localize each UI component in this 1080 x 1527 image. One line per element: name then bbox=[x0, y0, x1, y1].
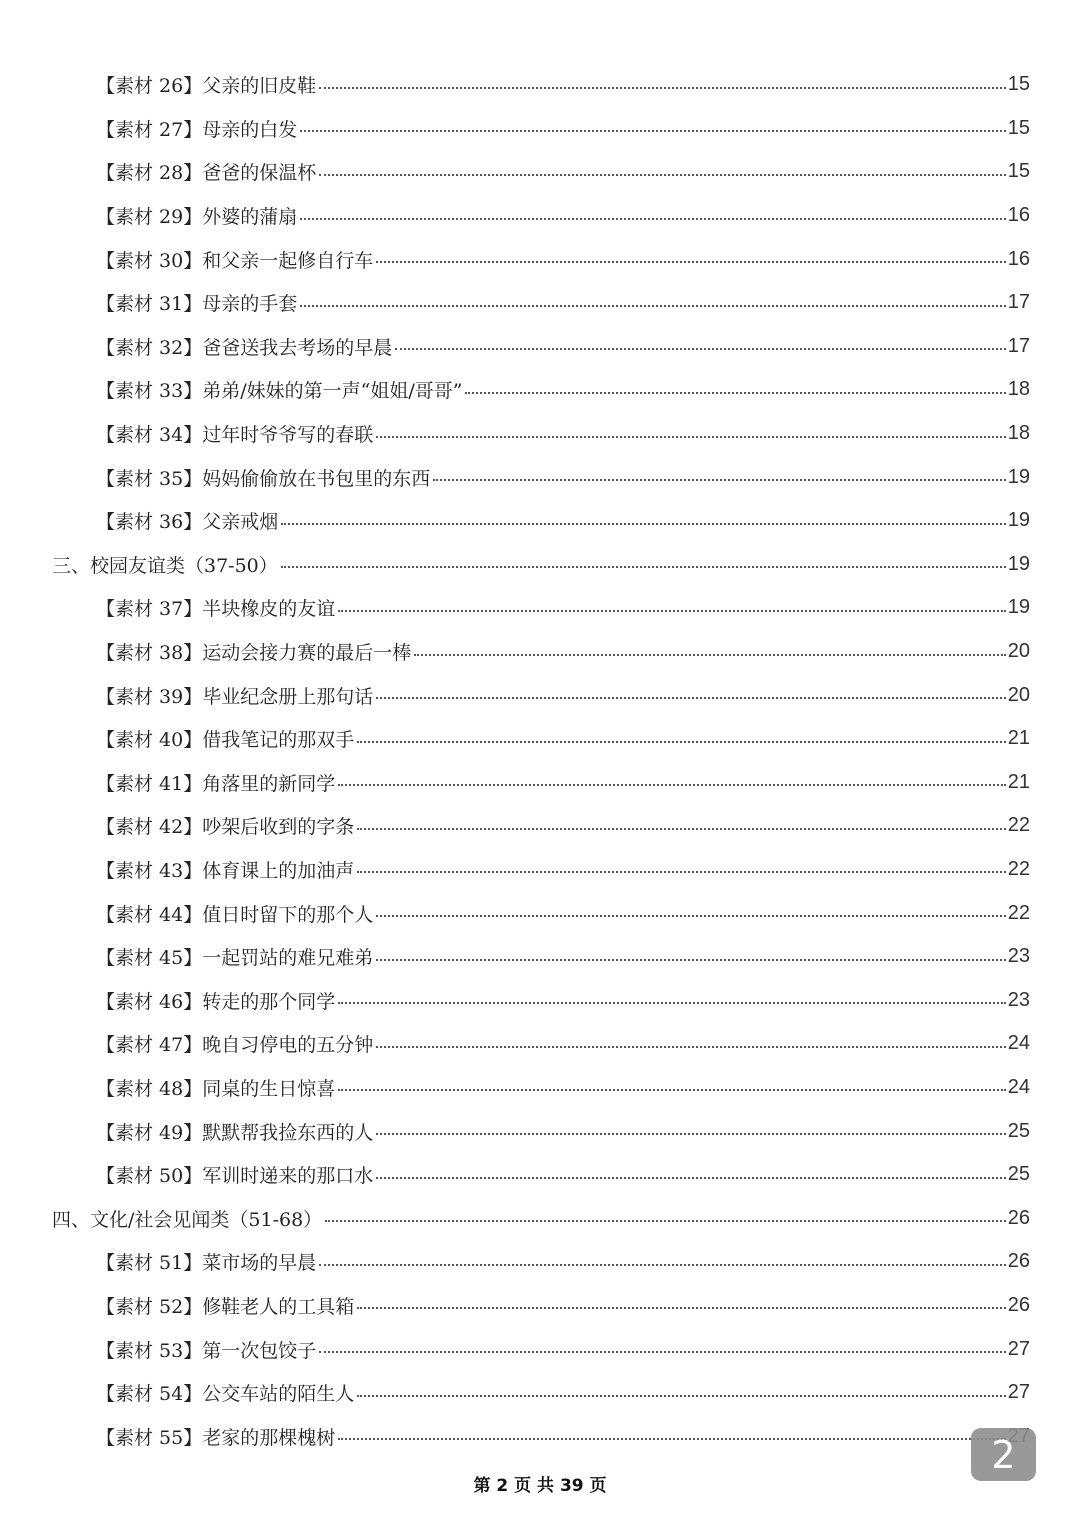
toc-entry[interactable] bbox=[0, 586, 1080, 630]
toc-entry-page-number: 22 bbox=[1007, 814, 1030, 837]
dot-leader bbox=[300, 305, 1006, 307]
dot-leader bbox=[376, 915, 1006, 917]
toc-entry-page-number: 26 bbox=[1007, 1293, 1030, 1316]
toc-entry-page-number: 21 bbox=[1007, 770, 1030, 793]
dot-leader bbox=[300, 218, 1006, 220]
toc-entry-title: 【素材 52】修鞋老人的工具箱 bbox=[96, 1295, 355, 1318]
toc-entry-title: 【素材 31】母亲的手套 bbox=[96, 293, 298, 316]
dot-leader bbox=[319, 1351, 1006, 1353]
toc-entry-page-number: 20 bbox=[1007, 683, 1030, 706]
dot-leader bbox=[414, 654, 1006, 656]
toc-entry[interactable] bbox=[0, 804, 1080, 848]
toc-entry-title: 【素材 41】角落里的新同学 bbox=[96, 772, 336, 795]
toc-entry-page-number: 16 bbox=[1007, 247, 1030, 270]
toc-entry-title: 【素材 35】妈妈偷偷放在书包里的东西 bbox=[96, 467, 431, 490]
dot-leader bbox=[465, 392, 1005, 394]
dot-leader bbox=[357, 828, 1006, 830]
toc-entry-page-number: 15 bbox=[1007, 116, 1030, 139]
toc-entry[interactable] bbox=[0, 673, 1080, 717]
dot-leader bbox=[338, 610, 1006, 612]
toc-entry-page-number: 25 bbox=[1007, 1119, 1030, 1142]
dot-leader bbox=[319, 1264, 1006, 1266]
toc-entry[interactable] bbox=[0, 281, 1080, 325]
toc-entry[interactable] bbox=[0, 848, 1080, 892]
dot-leader bbox=[338, 1002, 1006, 1004]
page-number-badge: 2 bbox=[971, 1428, 1036, 1481]
toc-entry-page-number: 26 bbox=[1007, 1206, 1030, 1229]
toc-entry-title: 【素材 28】爸爸的保温杯 bbox=[96, 162, 317, 185]
toc-entry-title: 【素材 47】晚自习停电的五分钟 bbox=[96, 1034, 374, 1057]
table-of-contents bbox=[0, 63, 1080, 1458]
toc-section-heading[interactable] bbox=[0, 543, 1080, 587]
dot-leader bbox=[357, 1307, 1006, 1309]
toc-entry-title: 【素材 38】运动会接力赛的最后一棒 bbox=[96, 642, 412, 665]
dot-leader bbox=[376, 436, 1006, 438]
dot-leader bbox=[281, 566, 1006, 568]
toc-entry[interactable] bbox=[0, 1371, 1080, 1415]
dot-leader bbox=[325, 1220, 1006, 1222]
toc-entry-title: 【素材 30】和父亲一起修自行车 bbox=[96, 249, 374, 272]
toc-entry[interactable] bbox=[0, 1109, 1080, 1153]
toc-section-heading[interactable] bbox=[0, 1196, 1080, 1240]
toc-entry[interactable] bbox=[0, 630, 1080, 674]
toc-entry-page-number: 20 bbox=[1007, 640, 1030, 663]
toc-entry[interactable] bbox=[0, 107, 1080, 151]
page-footer: 第 2 页 共 39 页 bbox=[473, 1476, 607, 1496]
dot-leader bbox=[376, 261, 1006, 263]
toc-entry[interactable] bbox=[0, 1327, 1080, 1371]
toc-entry-page-number: 19 bbox=[1007, 552, 1030, 575]
dot-leader bbox=[376, 1133, 1006, 1135]
toc-entry[interactable] bbox=[0, 412, 1080, 456]
toc-entry-page-number: 23 bbox=[1007, 988, 1030, 1011]
dot-leader bbox=[281, 523, 1006, 525]
toc-entry-title: 【素材 55】老家的那棵槐树 bbox=[96, 1426, 336, 1449]
toc-entry-page-number: 18 bbox=[1007, 378, 1030, 401]
toc-entry-title: 【素材 36】父亲戒烟 bbox=[96, 511, 279, 534]
toc-entry-page-number: 24 bbox=[1007, 1075, 1030, 1098]
toc-entry-page-number: 25 bbox=[1007, 1163, 1030, 1186]
toc-entry-page-number: 15 bbox=[1007, 160, 1030, 183]
dot-leader bbox=[319, 87, 1006, 89]
dot-leader bbox=[338, 784, 1006, 786]
toc-entry-page-number: 22 bbox=[1007, 901, 1030, 924]
toc-entry[interactable] bbox=[0, 455, 1080, 499]
toc-entry-title: 【素材 43】体育课上的加油声 bbox=[96, 859, 355, 882]
toc-entry-title: 【素材 46】转走的那个同学 bbox=[96, 990, 336, 1013]
dot-leader bbox=[376, 959, 1006, 961]
toc-entry[interactable] bbox=[0, 194, 1080, 238]
toc-entry-title: 【素材 34】过年时爷爷写的春联 bbox=[96, 424, 374, 447]
toc-entry-page-number: 19 bbox=[1007, 465, 1030, 488]
toc-entry-title: 【素材 48】同桌的生日惊喜 bbox=[96, 1077, 336, 1100]
dot-leader bbox=[357, 1395, 1006, 1397]
toc-entry-title: 【素材 39】毕业纪念册上那句话 bbox=[96, 685, 374, 708]
dot-leader bbox=[376, 697, 1006, 699]
toc-entry-title: 【素材 49】默默帮我捡东西的人 bbox=[96, 1121, 374, 1144]
toc-entry-page-number: 27 bbox=[1007, 1337, 1030, 1360]
toc-entry[interactable] bbox=[0, 499, 1080, 543]
toc-entry[interactable] bbox=[0, 761, 1080, 805]
toc-entry-title: 四、文化/社会见闻类（51-68） bbox=[52, 1208, 323, 1231]
toc-entry-title: 【素材 54】公交车站的陌生人 bbox=[96, 1383, 355, 1406]
toc-entry[interactable] bbox=[0, 1066, 1080, 1110]
toc-entry-title: 【素材 27】母亲的白发 bbox=[96, 118, 298, 141]
dot-leader bbox=[376, 1046, 1006, 1048]
dot-leader bbox=[357, 741, 1006, 743]
toc-entry-title: 【素材 51】菜市场的早晨 bbox=[96, 1252, 317, 1275]
toc-entry-page-number: 21 bbox=[1007, 727, 1030, 750]
toc-entry[interactable] bbox=[0, 325, 1080, 369]
toc-entry-page-number: 15 bbox=[1007, 73, 1030, 96]
dot-leader bbox=[319, 174, 1006, 176]
dot-leader bbox=[376, 1177, 1006, 1179]
toc-entry[interactable] bbox=[0, 1240, 1080, 1284]
toc-entry[interactable] bbox=[0, 237, 1080, 281]
toc-entry[interactable] bbox=[0, 935, 1080, 979]
toc-entry[interactable] bbox=[0, 717, 1080, 761]
toc-entry[interactable] bbox=[0, 1022, 1080, 1066]
toc-entry-title: 【素材 33】弟弟/妹妹的第一声“姐姐/哥哥” bbox=[96, 380, 463, 403]
dot-leader bbox=[300, 130, 1006, 132]
dot-leader bbox=[338, 1438, 1006, 1440]
toc-entry-page-number: 17 bbox=[1007, 291, 1030, 314]
toc-entry-title: 【素材 40】借我笔记的那双手 bbox=[96, 729, 355, 752]
toc-entry-title: 【素材 29】外婆的蒲扇 bbox=[96, 206, 298, 229]
toc-entry-title: 【素材 44】值日时留下的那个人 bbox=[96, 903, 374, 926]
toc-entry-title: 三、校园友谊类（37-50） bbox=[52, 554, 278, 577]
dot-leader bbox=[395, 348, 1006, 350]
toc-entry-page-number: 22 bbox=[1007, 857, 1030, 880]
toc-entry-title: 【素材 50】军训时递来的那口水 bbox=[96, 1165, 374, 1188]
toc-entry-page-number: 19 bbox=[1007, 509, 1030, 532]
toc-entry-page-number: 16 bbox=[1007, 204, 1030, 227]
toc-entry-page-number: 18 bbox=[1007, 422, 1030, 445]
toc-entry[interactable] bbox=[0, 368, 1080, 412]
dot-leader bbox=[338, 1089, 1006, 1091]
toc-entry-title: 【素材 42】吵架后收到的字条 bbox=[96, 816, 355, 839]
toc-entry-title: 【素材 32】爸爸送我去考场的早晨 bbox=[96, 336, 393, 359]
toc-entry-title: 【素材 53】第一次包饺子 bbox=[96, 1339, 317, 1362]
toc-entry-page-number: 23 bbox=[1007, 945, 1030, 968]
toc-entry[interactable] bbox=[0, 1414, 1080, 1458]
toc-entry-title: 【素材 26】父亲的旧皮鞋 bbox=[96, 75, 317, 98]
toc-entry-title: 【素材 45】一起罚站的难兄难弟 bbox=[96, 947, 374, 970]
toc-entry[interactable] bbox=[0, 891, 1080, 935]
dot-leader bbox=[433, 479, 1006, 481]
toc-entry-page-number: 19 bbox=[1007, 596, 1030, 619]
toc-entry[interactable] bbox=[0, 1153, 1080, 1197]
toc-entry[interactable] bbox=[0, 978, 1080, 1022]
toc-entry-title: 【素材 37】半块橡皮的友谊 bbox=[96, 598, 336, 621]
toc-entry-page-number: 26 bbox=[1007, 1250, 1030, 1273]
toc-entry[interactable] bbox=[0, 1284, 1080, 1328]
dot-leader bbox=[357, 871, 1006, 873]
toc-entry-page-number: 17 bbox=[1007, 334, 1030, 357]
toc-entry[interactable] bbox=[0, 63, 1080, 107]
toc-entry-page-number: 24 bbox=[1007, 1032, 1030, 1055]
toc-entry[interactable] bbox=[0, 150, 1080, 194]
toc-entry-page-number: 27 bbox=[1007, 1381, 1030, 1404]
